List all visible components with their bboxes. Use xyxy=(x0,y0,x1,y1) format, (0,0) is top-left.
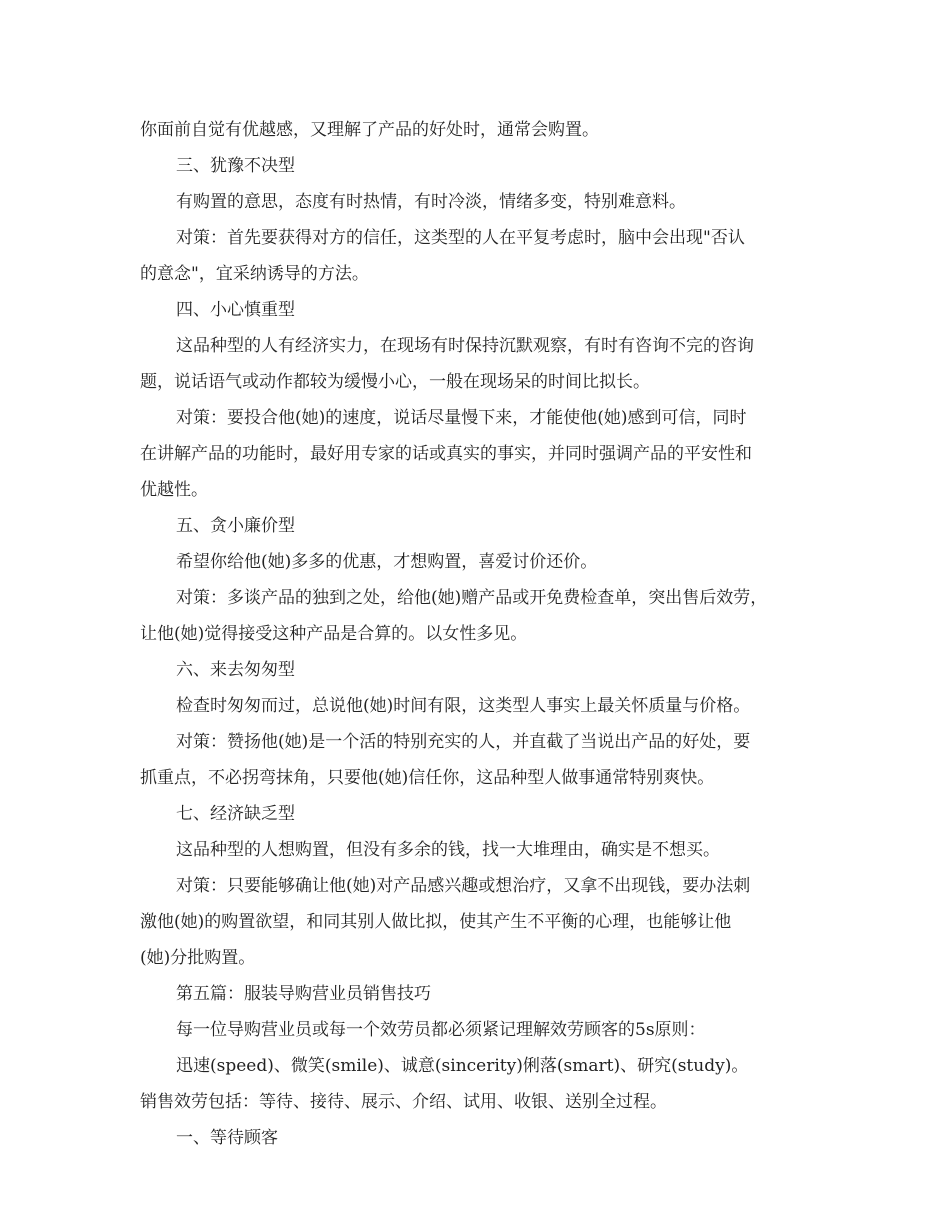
text-line: 对策：要投合他(她)的速度，说话尽量慢下来，才能使他(她)感到可信，同时 xyxy=(176,408,747,428)
text-line: 有购置的意思，态度有时热情，有时冷淡，情绪多变，特别难意料。 xyxy=(176,192,686,212)
text-line: 激他(她)的购置欲望，和同其别人做比拟，使其产生不平衡的心理，也能够让他 xyxy=(140,912,732,932)
section-heading: 四、小心慎重型 xyxy=(176,300,295,320)
section-heading: 六、来去匆匆型 xyxy=(176,660,295,680)
text-line: 对策：赞扬他(她)是一个活的特别充实的人，并直截了当说出产品的好处，要 xyxy=(176,732,751,752)
text-line: 对策：多谈产品的独到之处，给他(她)赠产品或开免费检查单，突出售后效劳， xyxy=(176,588,768,608)
section-heading: 五、贪小廉价型 xyxy=(176,516,295,536)
text-line: 每一位导购营业员或每一个效劳员都必须紧记理解效劳顾客的5s原则： xyxy=(176,1020,706,1040)
text-line: 在讲解产品的功能时，最好用专家的话或真实的事实，并同时强调产品的平安性和 xyxy=(140,444,752,464)
text-line: 这品种型的人有经济实力，在现场有时保持沉默观察，有时有咨询不完的咨询 xyxy=(176,336,754,356)
document-body xyxy=(140,112,820,1156)
section-heading: 三、犹豫不决型 xyxy=(176,156,295,176)
text-line: 销售效劳包括：等待、接待、展示、介绍、试用、收银、送别全过程。 xyxy=(140,1092,667,1112)
text-line: 检查时匆匆而过，总说他(她)时间有限，这类型人事实上最关怀质量与价格。 xyxy=(176,696,751,716)
text-line: 希望你给他(她)多多的优惠，才想购置，喜爱讨价还价。 xyxy=(176,552,598,572)
section-heading: 七、经济缺乏型 xyxy=(176,804,295,824)
text-line: 题，说话语气或动作都较为缓慢小心，一般在现场呆的时间比拟长。 xyxy=(140,372,650,392)
text-line: 抓重点，不必拐弯抹角，只要他(她)信任你，这品种型人做事通常特别爽快。 xyxy=(140,768,715,788)
text-line: 让他(她)觉得接受这种产品是合算的。以女性多见。 xyxy=(140,624,528,644)
text-line: 优越性。 xyxy=(140,480,208,500)
text-line: 的意念"，宜采纳诱导的方法。 xyxy=(140,264,369,284)
text-line: 迅速(speed)、微笑(smile)、诚意(sincerity)俐落(smart)、研究(study)。 xyxy=(176,1056,749,1076)
text-line: 这品种型的人想购置，但没有多余的钱，找一大堆理由，确实是不想买。 xyxy=(176,840,720,860)
chapter-title: 第五篇：服装导购营业员销售技巧 xyxy=(176,984,431,1004)
section-heading: 一、等待顾客 xyxy=(176,1128,278,1148)
text-line: 你面前自觉有优越感，又理解了产品的好处时，通常会购置。 xyxy=(140,120,599,140)
text-line: 对策：首先要获得对方的信任，这类型的人在平复考虑时，脑中会出现"否认 xyxy=(176,228,745,248)
text-line: 对策：只要能够确让他(她)对产品感兴趣或想治疗，又拿不出现钱，要办法刺 xyxy=(176,876,751,896)
text-line: (她)分批购置。 xyxy=(140,948,256,968)
